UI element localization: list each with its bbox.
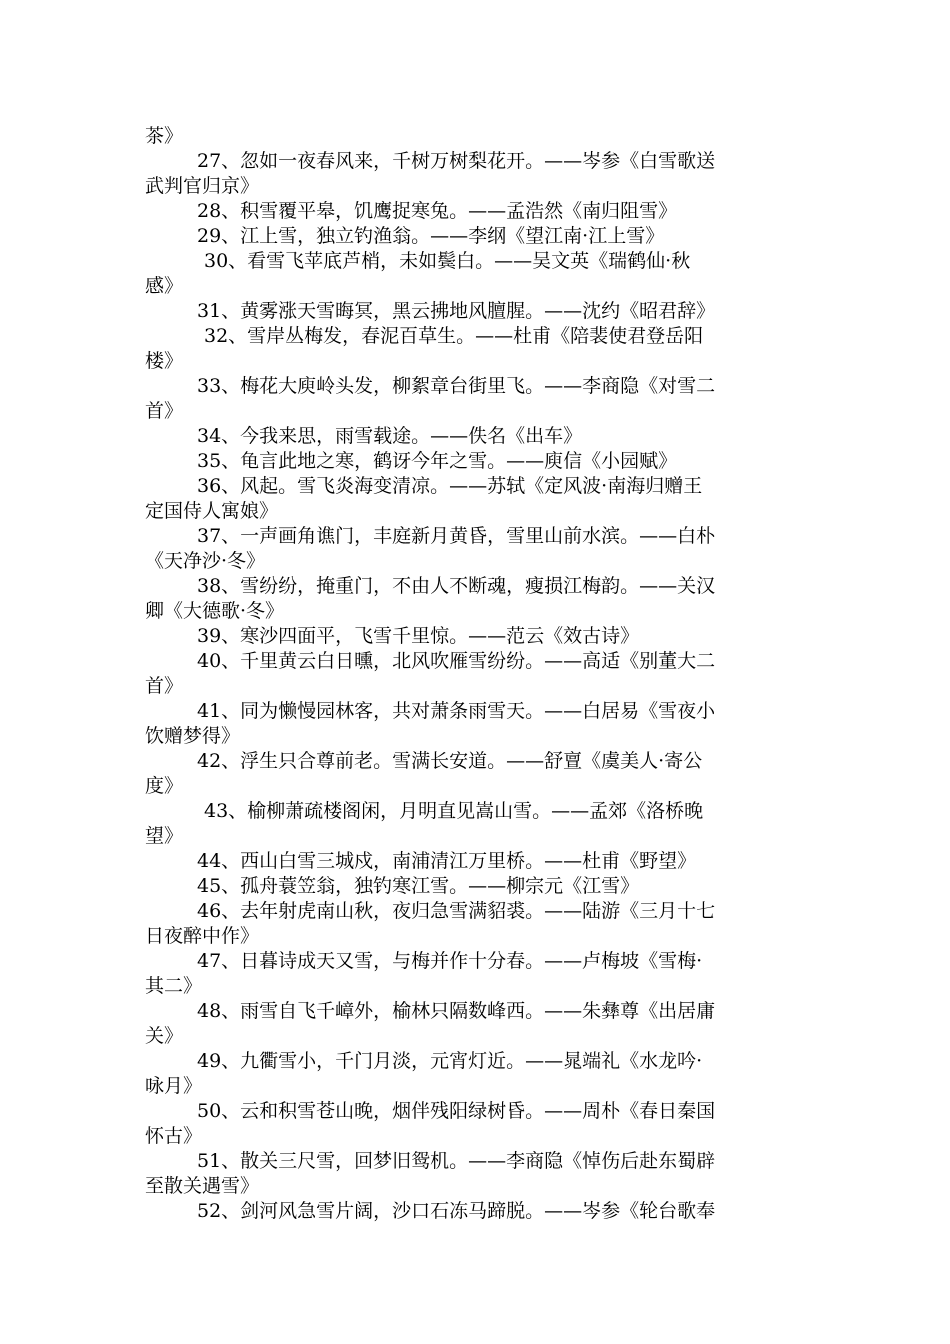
text-line: 43、榆柳萧疏楼阁闲，月明直见嵩山雪。——孟郊《洛桥晚 (204, 800, 704, 822)
text-line: 日夜醉中作》 (145, 925, 260, 947)
text-line: 47、日暮诗成天又雪，与梅并作十分春。——卢梅坡《雪梅· (197, 950, 703, 972)
text-line: 35、龟言此地之寒，鹤讶今年之雪。——庾信《小园赋》 (197, 450, 678, 472)
text-line: 首》 (145, 400, 184, 422)
text-line: 楼》 (145, 350, 184, 372)
text-line: 望》 (145, 825, 184, 847)
text-line: 33、梅花大庾岭头发，柳絮章台街里飞。——李商隐《对雪二 (197, 375, 716, 397)
text-line: 51、散关三尺雪，回梦旧鸳机。——李商隐《悼伤后赴东蜀辟 (197, 1150, 716, 1172)
text-line: 32、雪岸丛梅发，春泥百草生。——杜甫《陪裴使君登岳阳 (204, 325, 704, 347)
text-line: 44、西山白雪三城戍，南浦清江万里桥。——杜甫《野望》 (197, 850, 697, 872)
text-line: 咏月》 (145, 1075, 203, 1097)
text-line: 怀古》 (145, 1125, 203, 1147)
text-line: 首》 (145, 675, 184, 697)
text-line: 40、千里黄云白日曛，北风吹雁雪纷纷。——高适《别董大二 (197, 650, 716, 672)
text-line: 武判官归京》 (145, 175, 260, 197)
text-line: 定国侍人寓娘》 (145, 500, 279, 522)
text-line: 52、剑河风急雪片阔，沙口石冻马蹄脱。——岑参《轮台歌奉 (197, 1200, 716, 1222)
text-line: 37、一声画角谯门，丰庭新月黄昏，雪里山前水滨。——白朴 (197, 525, 716, 547)
text-line: 45、孤舟蓑笠翁，独钓寒江雪。——柳宗元《江雪》 (197, 875, 640, 897)
text-line: 度》 (145, 775, 184, 797)
text-line: 41、同为懒慢园林客，共对萧条雨雪天。——白居易《雪夜小 (197, 700, 716, 722)
text-line: 31、黄雾涨天雪晦冥，黑云拂地风膻腥。——沈约《昭君辞》 (197, 300, 716, 322)
text-line: 《天净沙·冬》 (145, 550, 266, 572)
text-line: 至散关遇雪》 (145, 1175, 260, 1197)
text-line: 36、风起。雪飞炎海变清凉。——苏轼《定风波·南海归赠王 (197, 475, 703, 497)
text-line: 卿《大德歌·冬》 (145, 600, 285, 622)
text-line: 48、雨雪自飞千嶂外，榆林只隔数峰西。——朱彝尊《出居庸 (197, 1000, 716, 1022)
text-line: 饮赠梦得》 (145, 725, 241, 747)
text-line: 30、看雪飞苹底芦梢，未如鬓白。——吴文英《瑞鹤仙·秋 (204, 250, 691, 272)
text-line: 46、去年射虎南山秋，夜归急雪满貂裘。——陆游《三月十七 (197, 900, 716, 922)
text-line: 感》 (145, 275, 184, 297)
text-line: 34、今我来思，雨雪载途。——佚名《出车》 (197, 425, 583, 447)
text-line: 38、雪纷纷，掩重门，不由人不断魂，瘦损江梅韵。——关汉 (197, 575, 716, 597)
text-line: 28、积雪覆平皋，饥鹰捉寒兔。——孟浩然《南归阻雪》 (197, 200, 678, 222)
text-line: 关》 (145, 1025, 184, 1047)
document-page (145, 124, 807, 1224)
text-line: 茶》 (145, 125, 184, 147)
text-line: 29、江上雪，独立钓渔翁。——李纲《望江南·江上雪》 (197, 225, 665, 247)
text-line: 50、云和积雪苍山晚，烟伴残阳绿树昏。——周朴《春日秦国 (197, 1100, 716, 1122)
text-line: 39、寒沙四面平，飞雪千里惊。——范云《效古诗》 (197, 625, 640, 647)
text-line: 49、九衢雪小，千门月淡，元宵灯近。——晁端礼《水龙吟· (197, 1050, 703, 1072)
text-line: 其二》 (145, 975, 203, 997)
text-line: 27、忽如一夜春风来，千树万树梨花开。——岑参《白雪歌送 (197, 150, 716, 172)
text-line: 42、浮生只合尊前老。雪满长安道。——舒亶《虞美人·寄公 (197, 750, 703, 772)
